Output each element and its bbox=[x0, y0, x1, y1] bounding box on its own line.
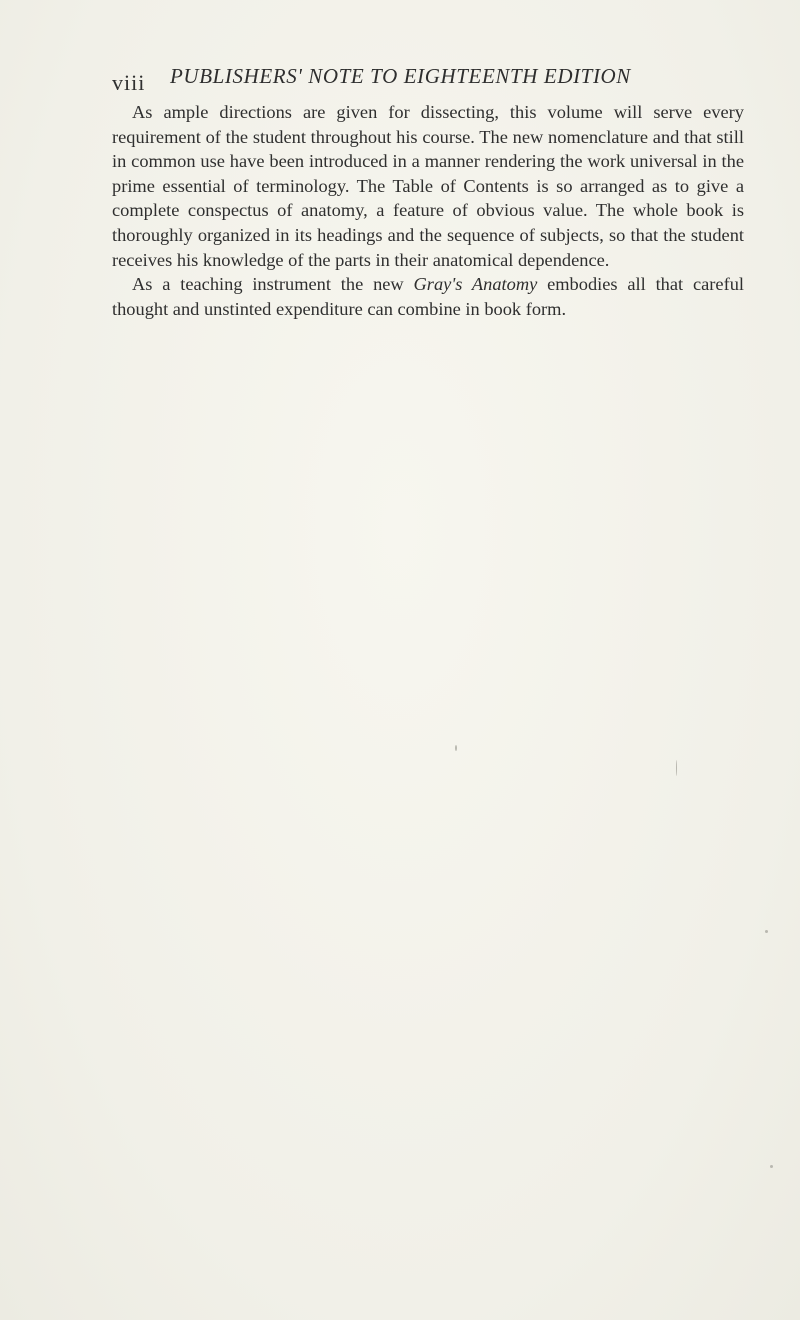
running-head bbox=[112, 64, 752, 95]
book-title: Gray's Anatomy bbox=[413, 274, 538, 295]
paragraph-2 bbox=[112, 272, 744, 321]
page-number: viii bbox=[112, 70, 146, 95]
paper-speck bbox=[765, 930, 768, 933]
paper-speck bbox=[676, 760, 677, 776]
paper-speck bbox=[770, 1165, 773, 1168]
paragraph-2-lead: As a teaching instrument the new bbox=[132, 274, 414, 295]
paragraph-1: As ample directions are given for dissecting, this volume will serve every requirement of the student throughout his course. The new nomenclature and that still in common use have been introduced in a manner rendering the work universal in the prime essential of terminology. The Table of Contents is so arranged as to give a complete conspectus of anatomy, a feature of obvious value. The whole book is thoroughly organized in its headings and the sequence of subjects, so that the student receives his knowledge of the parts in their anatomical dependence. bbox=[112, 102, 744, 270]
paragraph-2-tail: embodies all that careful thought and unstinted expenditure can combine in book form. bbox=[112, 274, 745, 319]
body-text bbox=[112, 100, 744, 321]
running-title: PUBLISHERS' NOTE TO EIGHTEENTH EDITION bbox=[170, 64, 631, 88]
paper-speck bbox=[455, 745, 457, 751]
